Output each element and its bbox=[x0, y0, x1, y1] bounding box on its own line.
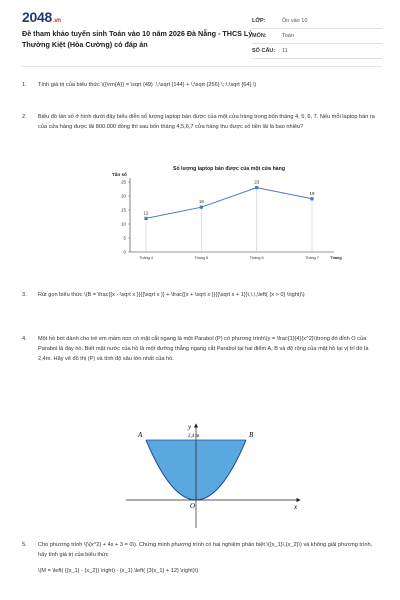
meta-table bbox=[252, 14, 382, 59]
x-tick-label: Tháng 5 bbox=[194, 256, 209, 260]
meta-value: Ôn vào 10 bbox=[282, 18, 308, 24]
data-label: 23 bbox=[254, 179, 260, 185]
y-tick-label: 20 bbox=[121, 193, 126, 199]
question-number: 3. bbox=[22, 292, 27, 298]
label-a: A bbox=[138, 431, 143, 439]
x-tick-label: Tháng 4 bbox=[139, 256, 153, 260]
question-4 bbox=[22, 334, 382, 364]
x-tick-label: Tháng 6 bbox=[249, 256, 264, 260]
label-y: y bbox=[188, 423, 192, 431]
y-tick-label: 15 bbox=[121, 207, 126, 213]
y-tick-label: 10 bbox=[121, 221, 126, 227]
question-number: 5. bbox=[22, 542, 27, 548]
width-label: 2,4 m bbox=[188, 434, 200, 439]
meta-row-subject bbox=[252, 29, 382, 44]
header bbox=[0, 0, 400, 62]
question-text: Tính giá trị của biểu thức \({\rm{A}} = \sqrt {49} .\;\sqrt {144} + \;\sqrt {256} \;:\;\sqrt {64} \) bbox=[38, 82, 257, 88]
parabola-figure bbox=[118, 420, 308, 532]
question-text: Một hồ bơi dành cho trẻ em mầm non có mặt cắt ngang là một Parabol (P) có phương trình\(y = \frac{1}{4}{x^2}\)trong đó đỉnh O của Parabol là đáy hồ. Biết mặt nước của hồ là một đường thẳng ngang cắt Parabol tại hai điểm A, B và độ rộng của mặt hồ tại vị trí đó là 2,4m. Hãy vẽ đồ thị (P) và tính độ sâu lớn nhất của hồ. bbox=[38, 336, 369, 362]
question-expression: \(M = \left( {{x_1} - {x_2}} \right) - {x_1}.\left( {3{x_1} + 12} \right)\) bbox=[38, 568, 199, 574]
label-o: O bbox=[190, 502, 196, 510]
label-x: x bbox=[294, 503, 298, 511]
x-axis-label: Tháng bbox=[330, 256, 342, 260]
series-line bbox=[143, 188, 312, 219]
meta-key: LỚP: bbox=[252, 18, 266, 24]
question-text: Biểu đồ tần số ở hình dưới đây biểu diễn số lượng laptop bán được của một cửa hàng trong bốn tháng 4, 5, 6, 7. Nếu mỗi laptop bán ra của cửa hàng được lãi 800.000 đồng thì sau bốn tháng 4,5,6,7 cửa hàng thu được số tiền lãi là bao nhiêu? bbox=[38, 114, 375, 130]
divider bbox=[22, 66, 382, 67]
site-logo[interactable]: 2048.vn bbox=[22, 9, 61, 25]
data-point bbox=[255, 186, 258, 189]
question-number: 4. bbox=[22, 336, 27, 342]
data-label: 19 bbox=[309, 190, 315, 196]
meta-key: MÔN: bbox=[252, 33, 267, 39]
question-3 bbox=[22, 290, 382, 300]
question-5 bbox=[22, 540, 382, 576]
data-point bbox=[144, 217, 147, 220]
y-axis-label: Tần số bbox=[112, 172, 127, 177]
data-point bbox=[200, 206, 203, 209]
label-b: B bbox=[249, 431, 254, 439]
meta-row-class bbox=[252, 14, 382, 29]
question-2 bbox=[22, 112, 382, 132]
data-label: 12 bbox=[143, 210, 149, 216]
meta-row-count bbox=[252, 44, 382, 59]
y-tick-label: 25 bbox=[121, 179, 126, 185]
line-chart bbox=[96, 160, 344, 270]
question-text: Rút gọn biểu thức \(B = \frac{{x - \sqrt x }}{{\sqrt x }} + \frac{{x + \sqrt x }}{{\sqrt x + 1}}\,\,\,\left( {x > 0} \right)\) bbox=[38, 292, 305, 298]
question-1 bbox=[22, 80, 382, 90]
page-title: Đề tham khảo tuyển sinh Toán vào 10 năm 2026 Đà Nẵng - THCS Lý Thường Kiệt (Hòa Cường) có đáp án bbox=[22, 29, 253, 49]
data-point bbox=[310, 197, 313, 200]
meta-key: SỐ CÂU: bbox=[252, 48, 276, 54]
meta-value: Toán bbox=[282, 33, 294, 39]
y-tick-label: 0 bbox=[123, 249, 126, 255]
y-tick-label: 5 bbox=[123, 235, 126, 241]
question-number: 2. bbox=[22, 114, 27, 120]
chart-title: Số lượng laptop bán được của một cửa hàng bbox=[172, 166, 286, 172]
data-label: 16 bbox=[198, 199, 204, 205]
question-number: 1. bbox=[22, 82, 27, 88]
question-text: Cho phương trình \(\{x^2} + 4x + 3 = 0\). Chứng minh phương trình có hai nghiệm phân biệt \({x_1}\,{x_2}\) và không giải phương trình, hãy tính giá trị của biểu thức bbox=[38, 542, 373, 558]
x-tick-label: Tháng 7 bbox=[305, 256, 319, 260]
meta-value: 11 bbox=[282, 48, 288, 54]
